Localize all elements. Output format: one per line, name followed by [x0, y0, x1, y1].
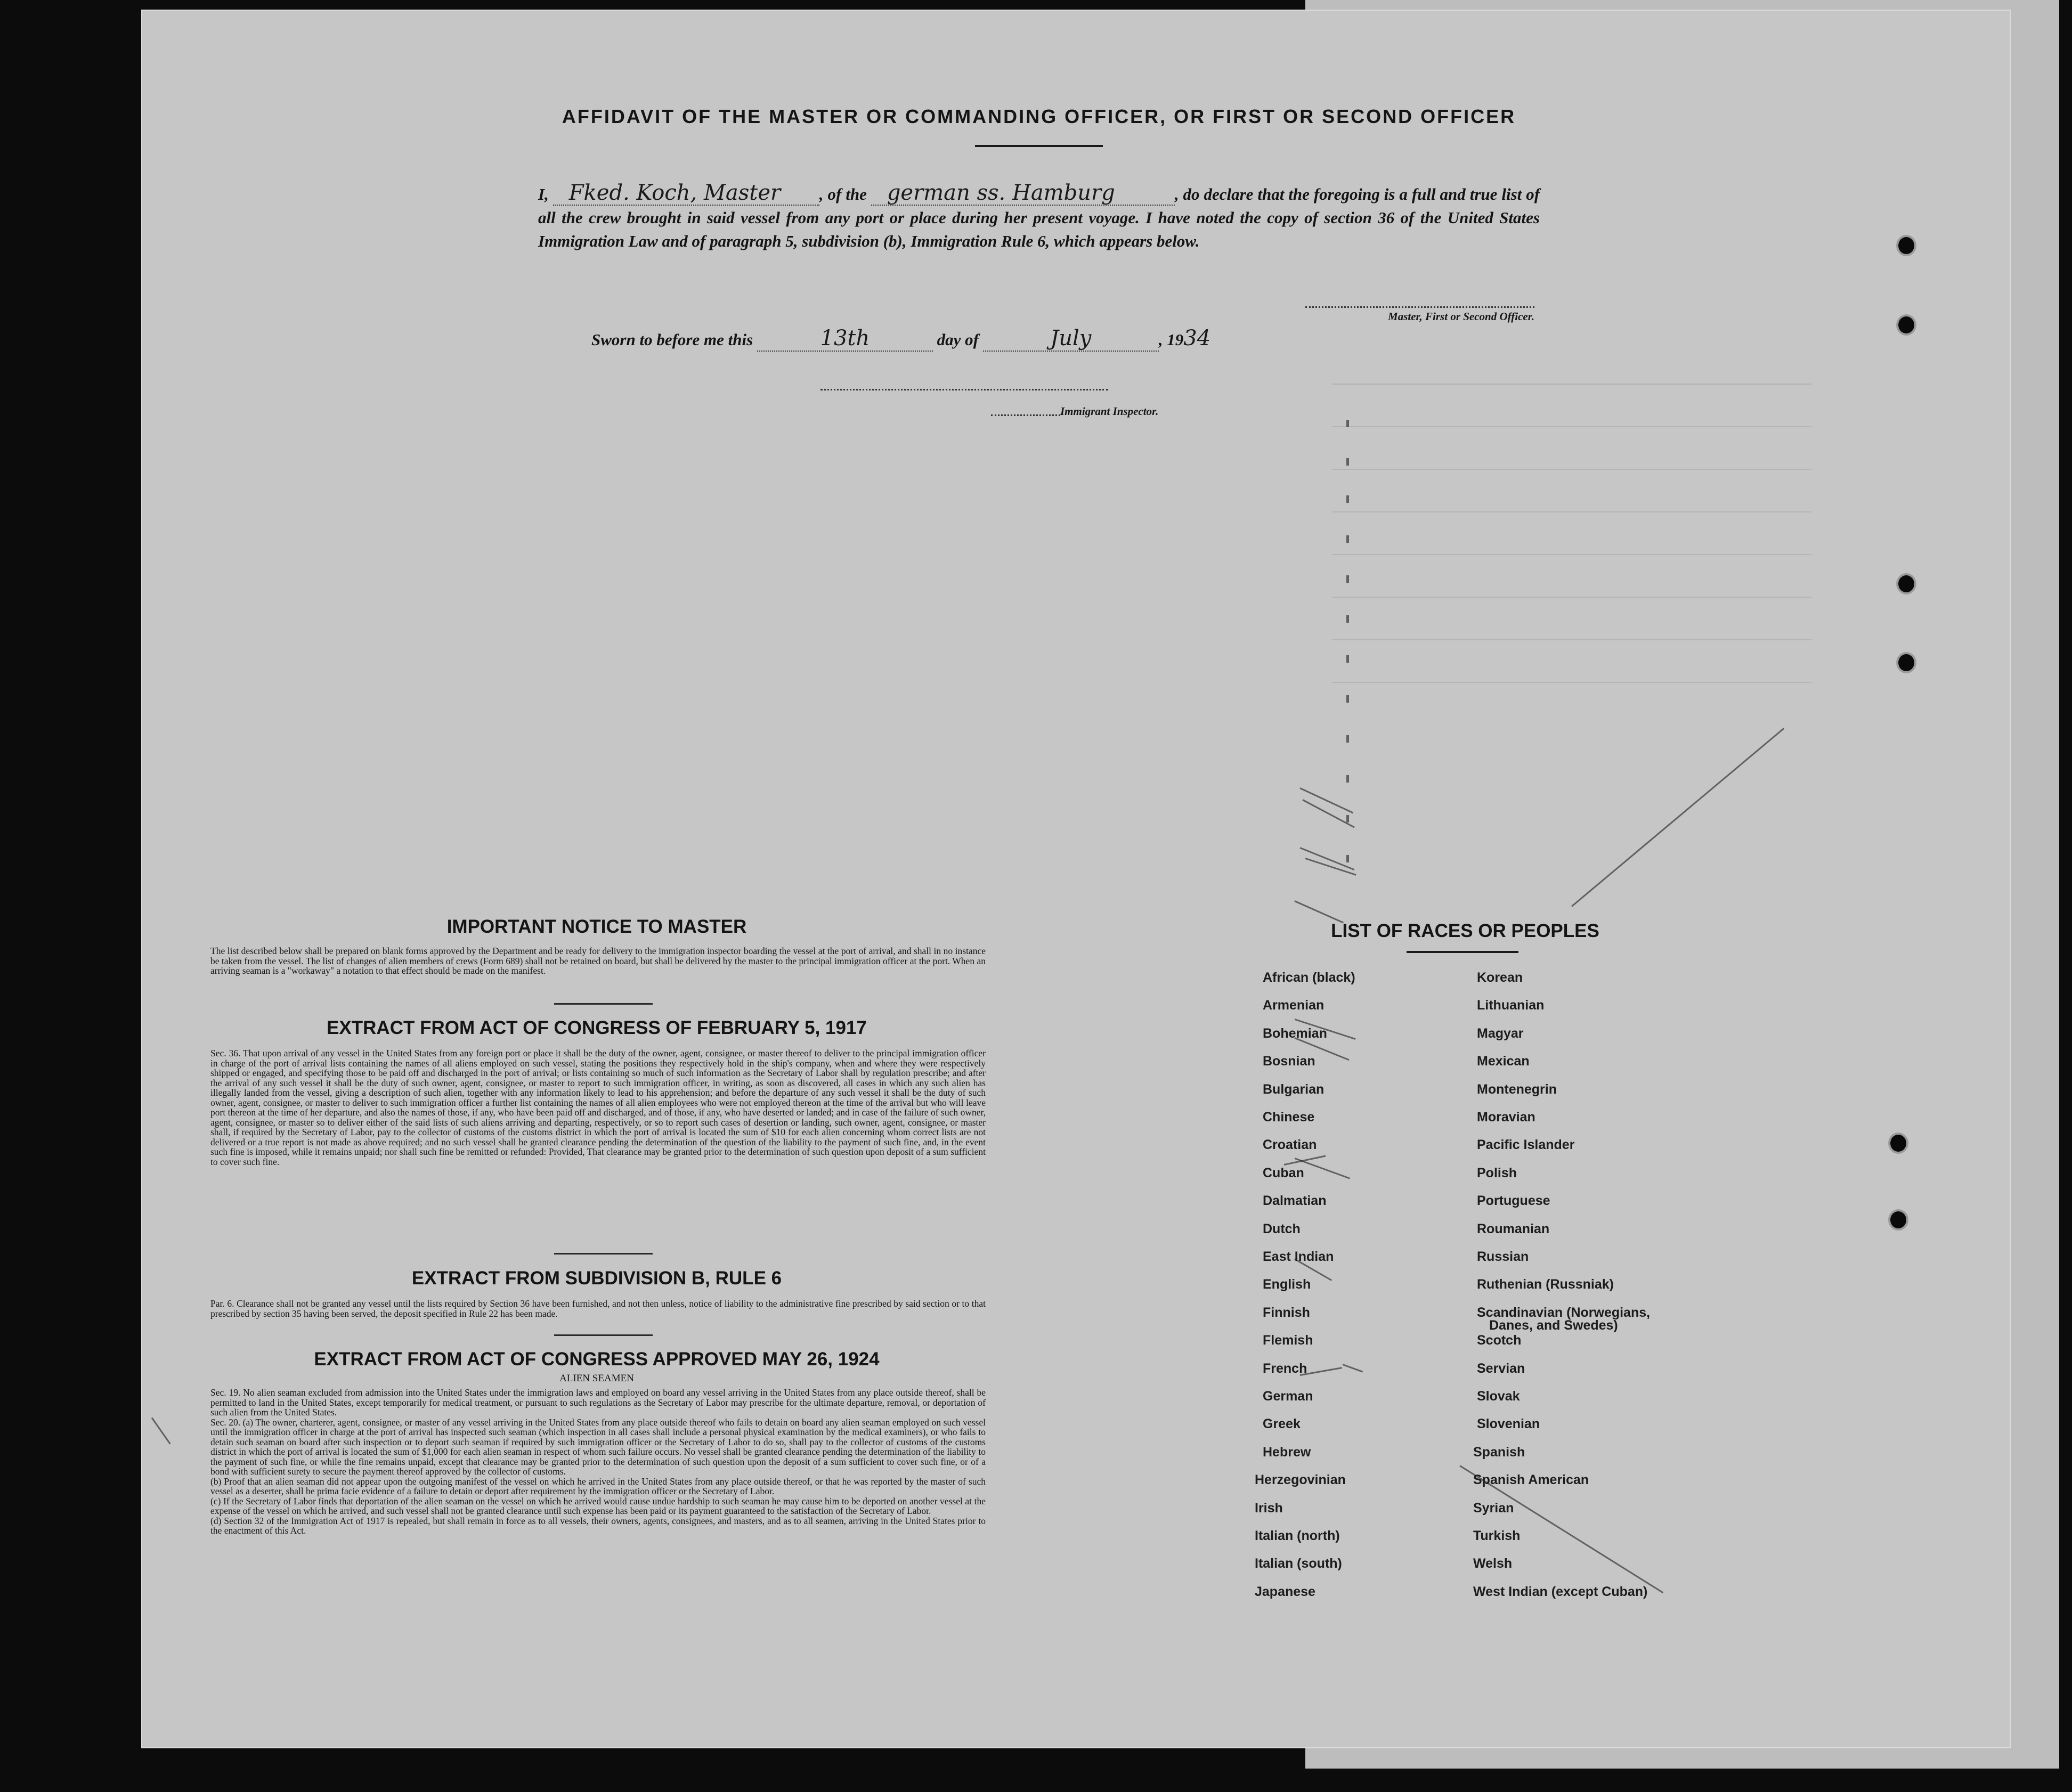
notice-title: IMPORTANT NOTICE TO MASTER — [446, 916, 747, 937]
race-item: African (black) — [1263, 970, 1355, 985]
sec-20a: Sec. 20. (a) The owner, charterer, agent, consignee, or master of any vessel arriving in the United States from any place outside thereof who fails to detain on board any alien seaman employed on such vessel until the immigration officer in charge at the port of arrival has inspected such seaman (which inspection in all cases shall include a personal physical examination by the medical examiners), or who fails to detain such seaman on board after such inspection or to deport such seaman if required by such immigration officer or the Secretary of Labor to do so, shall pay to the collector of customs of the customs district in which the port of arrival is located the sum of $1,000 for each alien seaman in respect of whom such failure occurs. No vessel shall be granted clearance pending the determination of the liability to the payment of such fine, or while the fine remains unpaid, except that clearance may be granted prior to the determination of such question upon the deposit of a sum sufficient to cover such fine, or of a bond with sufficient surety to secure the payment thereof approved by the collector of customs. — [210, 1416, 986, 1477]
race-item: Croatian — [1263, 1137, 1317, 1153]
race-item: Bulgarian — [1263, 1081, 1325, 1097]
year-prefix: , 19 — [1158, 330, 1184, 349]
punch-hole — [1898, 237, 1914, 254]
race-item: Welsh — [1473, 1556, 1513, 1571]
separator — [554, 1334, 653, 1336]
signature-label: Master, First or Second Officer. — [1388, 310, 1534, 323]
race-item: Flemish — [1263, 1333, 1313, 1348]
race-item: Russian — [1477, 1249, 1529, 1264]
sworn-day: 13th — [757, 326, 933, 352]
day-of: day of — [937, 330, 979, 349]
race-item: Italian (north) — [1255, 1528, 1340, 1543]
race-item: Magyar — [1477, 1025, 1524, 1041]
race-item: Syrian — [1473, 1500, 1514, 1516]
race-item: Slovenian — [1477, 1416, 1540, 1432]
sec-20d: (d) Section 32 of the Immigration Act of 1917 is repealed, but shall remain in force as to all vessels, their owners, agents, consignees, and masters, and as to all seamen, arriving in the United States prior to the enactment of this Act. — [210, 1515, 986, 1536]
race-item: Finnish — [1263, 1305, 1310, 1320]
race-item: Irish — [1255, 1500, 1283, 1516]
affidavit-body — [538, 181, 1540, 253]
year-suffix: 34 — [1183, 326, 1211, 351]
races-rule — [1407, 951, 1518, 953]
extract-1924-title: EXTRACT FROM ACT OF CONGRESS APPROVED MAY 26, 1924 — [314, 1349, 880, 1370]
sworn-month: July — [983, 326, 1159, 352]
race-item: Danes, and Swedes) — [1489, 1317, 1618, 1333]
race-item: Armenian — [1263, 998, 1325, 1013]
race-item: Moravian — [1477, 1110, 1535, 1125]
race-item: Italian (south) — [1255, 1556, 1342, 1571]
affidavit-text: that the foregoing is a full and true list of all the crew brought in said vessel from any port or place during her present voyage. I have noted the copy of section 36 of the United States Immigration Law and of paragraph 5, subdivision (b), Immigration Rule 6, which appears below. — [538, 185, 1540, 250]
race-item: Hebrew — [1263, 1444, 1311, 1460]
inspector-dots — [991, 414, 1060, 416]
affidavit-title: AFFIDAVIT OF THE MASTER OR COMMANDING OFFICER, OR FIRST OR SECOND OFFICER — [562, 105, 1516, 127]
race-item: Spanish — [1473, 1444, 1525, 1460]
punch-hole — [1898, 575, 1914, 592]
race-item: Mexican — [1477, 1054, 1530, 1069]
bleedthrough-lines — [1332, 384, 1865, 916]
race-item: Polish — [1477, 1165, 1517, 1180]
race-item: Scotch — [1477, 1333, 1522, 1348]
race-item: Herzegovinian — [1255, 1472, 1346, 1488]
race-item: Roumanian — [1477, 1221, 1550, 1236]
punch-hole — [1890, 1135, 1906, 1152]
separator — [554, 1253, 653, 1255]
sec-19: Sec. 19. No alien seaman excluded from admission into the United States under the immigration laws and employed on board any vessel arriving in the United States from any place outside thereof, shall be permitted to land in the United States, except temporarily for medical treatment, or pursuant to such regulations as the Secretary of Labor may prescribe for the ultimate departure, removal, or deportation of such alien from the United States. — [210, 1387, 986, 1418]
race-item: Chinese — [1263, 1110, 1315, 1125]
race-item: Cuban — [1263, 1165, 1304, 1180]
notice-text: The list described below shall be prepared on blank forms approved by the Department and be ready for delivery to the immigration inspector boarding the vessel at the port of arrival, and shall in no instance be taken from the vessel. The list of changes of alien members of crews (Form 689) shall not be retained on board, but shall be delivered by the master to the principal immigration officer at the port. When an arriving seaman is a "workaway" a notation to that effect should be made on the manifest. — [210, 946, 986, 976]
extract-1917-text: Sec. 36. That upon arrival of any vessel in the United States from any foreign port or place it shall be the duty of the owner, agent, consignee, or master thereof to deliver to the principal immigration officer in charge of the port of arrival lists containing the names of all aliens employed on such vessel, stating the positions they respectively hold in the ship's company, when and where they were respectively shipped or engaged, and specifying those to be paid off and discharged in the port of arrival; or lists containing so much of such information as the Secretary of Labor shall by regulation prescribe; and after the arrival of any such vessel it shall be the duty of such owner, agent, consignee, or master to report to such immigration officer, in writing, as soon as discovered, all cases in which any such alien has illegally landed from the vessel, giving a description of such alien, together with any information likely to lead to his apprehension; and before the departure of any such vessel it shall be the duty of such owner, agent, consignee, or master to deliver to such immigration officer a further list containing the names of all alien employees who were not employed thereon at the time of the arrival but who will leave port thereon at the time of her departure, and also the names of those, if any, who have been paid off and discharged, and of those, if any, who have deserted or landed; and in case of the failure of such owner, agent, consignee, or master so to deliver either of the said lists of such aliens arriving and departing, respectively, or so to report such cases of desertion or landing, such owner, agent, consignee, or master shall, if required by the Secretary of Labor, pay to the collector of customs of the customs district in which the port of arrival is located the sum of $10 for each alien concerning whom correct lists are not delivered or a true report is not made as above required; and no such vessel shall be granted clearance pending the determination of the question of the liability to the payment of such fine, and, in the event such fine is imposed, while it remains unpaid; nor shall such fine be remitted or refunded: Provided, That clearance may be granted prior to the determination of such question upon deposit of a sum sufficient to cover such fine. — [210, 1048, 986, 1167]
extract-1917-title: EXTRACT FROM ACT OF CONGRESS OF FEBRUARY 5, 1917 — [327, 1017, 867, 1038]
race-item: Spanish American — [1473, 1472, 1589, 1488]
race-item: Turkish — [1473, 1528, 1521, 1543]
race-item: West Indian (except Cuban) — [1473, 1584, 1648, 1599]
races-title: LIST OF RACES OR PEOPLES — [1331, 921, 1599, 941]
sec-20b: (b) Proof that an alien seaman did not appear upon the outgoing manifest of the vessel on which he arrived in the United States from any place outside thereof, or that he was reported by the master of such vessel as a deserter, shall be prima facie evidence of a failure to detain or deport after requirement by the immigration officer or the Secretary of Labor. — [210, 1476, 986, 1496]
title-rule — [975, 145, 1103, 147]
inspector-label: Immigrant Inspector. — [1060, 405, 1159, 418]
race-item: Lithuanian — [1477, 998, 1545, 1013]
signature-line — [1305, 306, 1534, 308]
race-item: French — [1263, 1361, 1307, 1376]
race-item: East Indian — [1263, 1249, 1334, 1264]
race-item: English — [1263, 1277, 1311, 1292]
race-item: German — [1263, 1389, 1313, 1404]
sworn-line — [591, 326, 1210, 352]
of-the: , of the — [819, 185, 867, 203]
race-item: Portuguese — [1477, 1193, 1550, 1209]
race-item: Pacific Islander — [1477, 1137, 1575, 1153]
race-item: Servian — [1477, 1361, 1525, 1376]
inspector-signature-line — [820, 389, 1108, 390]
handwritten-name: Fked. Koch, Master — [553, 181, 819, 206]
declare: , do declare — [1174, 185, 1254, 203]
race-item: Ruthenian (Russniak) — [1477, 1277, 1614, 1292]
sworn-prefix: Sworn to before me this — [591, 330, 753, 349]
extract-rule6-text: Par. 6. Clearance shall not be granted any vessel until the lists required by Section 36 have been furnished, and not then unless, notice of liability to the administrative fine prescribed by said section or to that prescribed by section 35 having been served, the deposit specified in Rule 22 has been made. — [210, 1298, 986, 1319]
extract-1924-body — [210, 1388, 986, 1536]
race-item: Japanese — [1255, 1584, 1315, 1599]
sec-20c: (c) If the Secretary of Labor finds that deportation of the alien seaman on the vessel on which he arrived would cause undue hardship to such seaman he may cause him to be deported on another vessel at the expense of the vessel on which he arrived, and such vessel shall not be granted clearance until such expense has been paid or its payment guaranteed to the satisfaction of the Secretary of Labor. — [210, 1495, 986, 1516]
race-item: Slovak — [1477, 1389, 1520, 1404]
race-item: Greek — [1263, 1416, 1301, 1432]
punch-hole — [1898, 316, 1914, 333]
punch-hole — [1898, 654, 1914, 671]
race-item: Dalmatian — [1263, 1193, 1327, 1209]
race-item: Scandinavian (Norwegians, — [1477, 1305, 1651, 1320]
race-item: Bosnian — [1263, 1054, 1315, 1069]
extract-1924-subtitle: ALIEN SEAMEN — [559, 1373, 634, 1384]
handwritten-vessel: german ss. Hamburg — [871, 181, 1175, 206]
race-item: Montenegrin — [1477, 1081, 1557, 1097]
race-item: Korean — [1477, 970, 1523, 985]
pre-name: I, — [538, 185, 549, 203]
extract-rule6-title: EXTRACT FROM SUBDIVISION B, RULE 6 — [411, 1268, 782, 1289]
separator — [554, 1003, 653, 1005]
punch-hole — [1890, 1211, 1906, 1228]
race-item: Bohemian — [1263, 1025, 1327, 1041]
race-item: Dutch — [1263, 1221, 1301, 1236]
